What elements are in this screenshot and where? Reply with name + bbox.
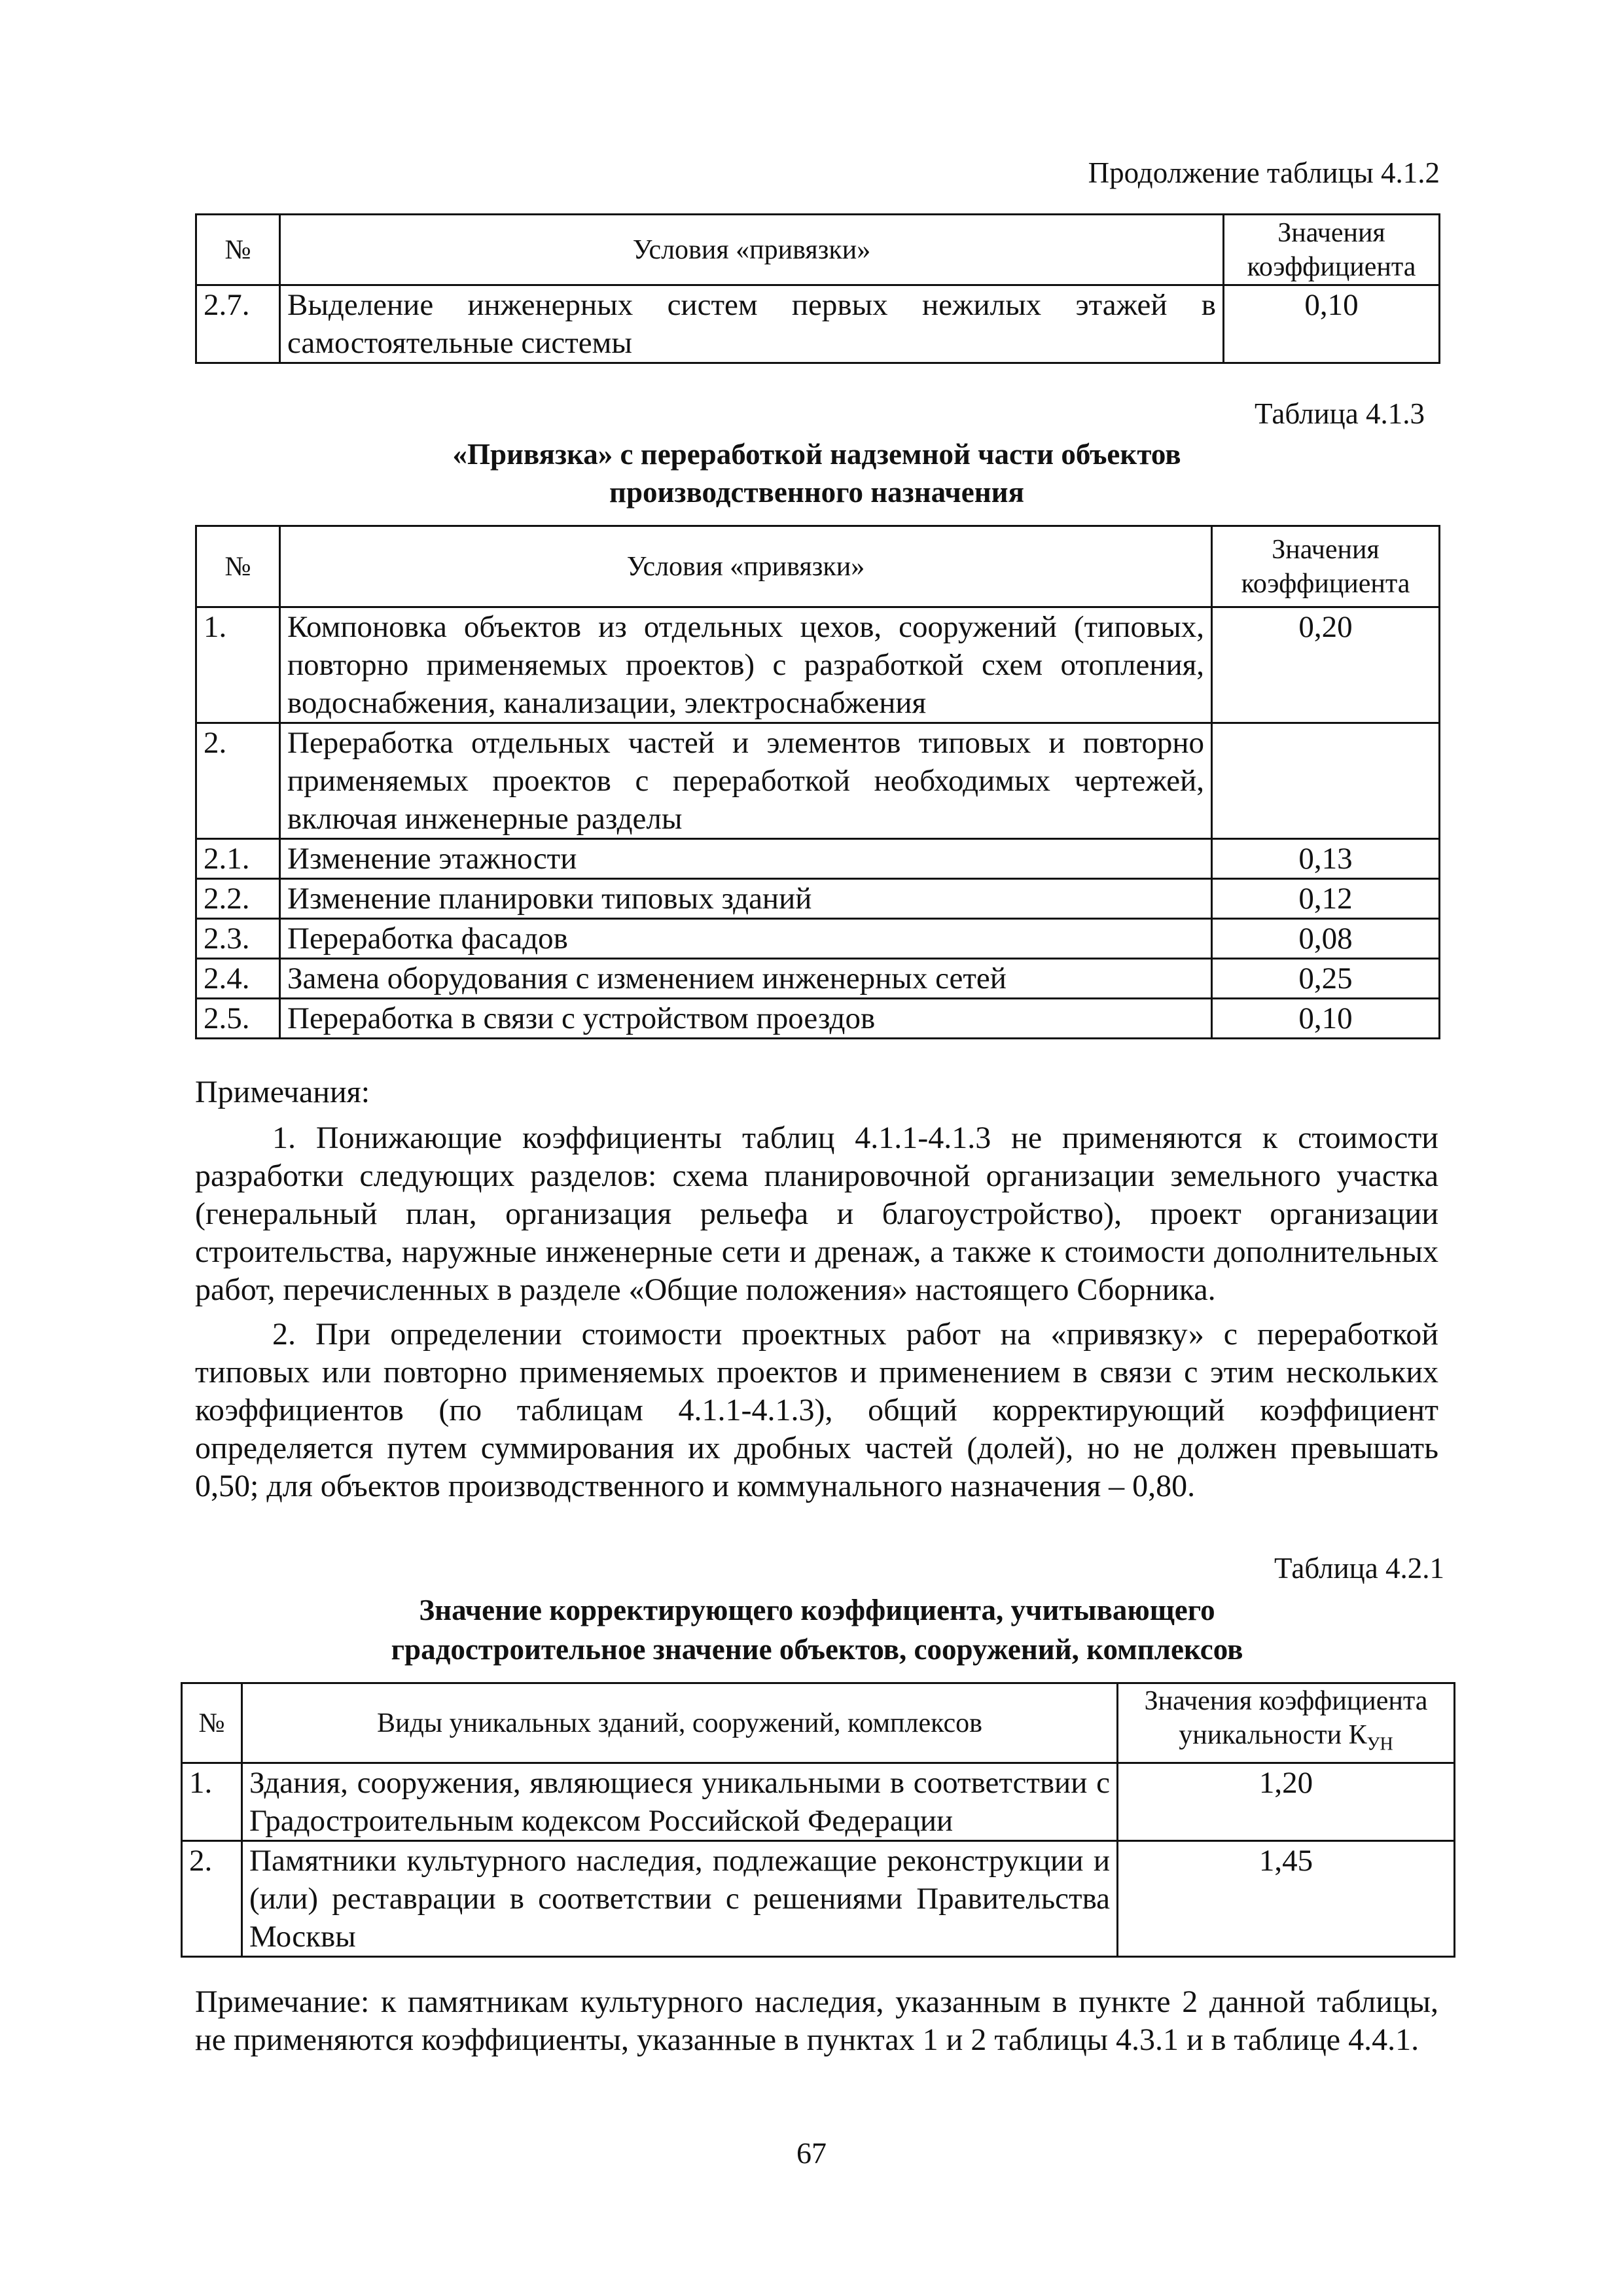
row-text: Здания, сооружения, являющиеся уникальными в соответствии с Градостроительным кодексом Российской Федерации bbox=[242, 1763, 1118, 1841]
row-num: 2.4. bbox=[196, 959, 280, 999]
table-header-row bbox=[182, 1683, 1455, 1763]
row-text: Памятники культурного наследия, подлежащие реконструкции и (или) реставрации в соответствии с решениями Правительства Москвы bbox=[242, 1841, 1118, 1957]
table-row bbox=[196, 879, 1440, 919]
row-value bbox=[1212, 723, 1440, 839]
table-421-label: Таблица 4.2.1 bbox=[1274, 1552, 1444, 1585]
table-413-label: Таблица 4.1.3 bbox=[1255, 397, 1425, 430]
row-num: 2.3. bbox=[196, 919, 280, 959]
row-num: 2.2. bbox=[196, 879, 280, 919]
row-num: 2. bbox=[196, 723, 280, 839]
table-413-title-line1: «Привязка» с переработкой надземной части объектов bbox=[452, 438, 1181, 471]
page-number: 67 bbox=[796, 2136, 827, 2170]
table-413-title-line2: производственного назначения bbox=[609, 476, 1024, 509]
header-values-line2 bbox=[1125, 1718, 1447, 1761]
table-row bbox=[182, 1763, 1455, 1841]
row-value: 0,25 bbox=[1212, 959, 1440, 999]
table-row bbox=[196, 607, 1440, 723]
continuation-label: Продолжение таблицы 4.1.2 bbox=[1088, 156, 1440, 189]
row-value: 0,10 bbox=[1224, 285, 1440, 363]
header-kinds: Виды уникальных зданий, сооружений, комплексов bbox=[242, 1683, 1118, 1763]
row-num: 2.7. bbox=[196, 285, 280, 363]
row-value: 1,20 bbox=[1118, 1763, 1455, 1841]
row-text: Переработка фасадов bbox=[280, 919, 1212, 959]
row-text: Компоновка объектов из отдельных цехов, сооружений (типовых, повторно применяемых проектов) с разработкой схем отопления, водоснабжения, канализации, электроснабжения bbox=[280, 607, 1212, 723]
row-value: 1,45 bbox=[1118, 1841, 1455, 1957]
final-note: Примечание: к памятникам культурного наследия, указанным в пункте 2 данной таблицы, не применяются коэффициенты, указанные в пунктах 1 и 2 таблицы 4.3.1 и в таблице 4.4.1. bbox=[195, 1984, 1438, 2057]
table-4-2-1 bbox=[181, 1682, 1455, 1958]
row-text: Переработка в связи с устройством проездов bbox=[280, 999, 1212, 1039]
header-values: Значения коэффициента bbox=[1224, 215, 1440, 285]
table-row bbox=[196, 919, 1440, 959]
table-row bbox=[196, 999, 1440, 1039]
table-row bbox=[196, 285, 1440, 363]
row-value: 0,08 bbox=[1212, 919, 1440, 959]
row-num: 1. bbox=[196, 607, 280, 723]
row-value: 0,20 bbox=[1212, 607, 1440, 723]
header-num: № bbox=[182, 1683, 242, 1763]
row-text: Изменение этажности bbox=[280, 839, 1212, 879]
row-num: 2.1. bbox=[196, 839, 280, 879]
header-values-line1: Значения коэффициента bbox=[1144, 1686, 1428, 1717]
table-4-1-2 bbox=[195, 213, 1440, 364]
table-421-title-line2: градостроительное значение объектов, сооружений, комплексов bbox=[391, 1633, 1243, 1666]
header-conditions: Условия «привязки» bbox=[280, 215, 1224, 285]
row-value: 0,13 bbox=[1212, 839, 1440, 879]
header-values: Значения коэффициента bbox=[1212, 526, 1440, 607]
header-num: № bbox=[196, 526, 280, 607]
row-text: Выделение инженерных систем первых нежилых этажей в самостоятельные системы bbox=[280, 285, 1224, 363]
table-row bbox=[196, 959, 1440, 999]
table-row bbox=[182, 1841, 1455, 1957]
row-text: Переработка отдельных частей и элементов типовых и повторно применяемых проектов с переработкой необходимых чертежей, включая инженерные разделы bbox=[280, 723, 1212, 839]
note-2: 2. При определении стоимости проектных работ на «привязку» с переработкой типовых или повторно применяемых проектов и применением в связи с этим нескольких коэффициентов (по таблицам 4.1.1-4.1.3), общий корректирующий коэффициент определяется путем суммирования их дробных частей (долей), но не должен превышать 0,50; для объектов производственного и коммунального назначения – 0,80. bbox=[195, 1317, 1438, 1503]
row-text: Изменение планировки типовых зданий bbox=[280, 879, 1212, 919]
table-header-row bbox=[196, 526, 1440, 607]
table-row bbox=[196, 839, 1440, 879]
row-num: 1. bbox=[182, 1763, 242, 1841]
header-values bbox=[1118, 1683, 1455, 1763]
row-text: Замена оборудования с изменением инженерных сетей bbox=[280, 959, 1212, 999]
note-1: 1. Понижающие коэффициенты таблиц 4.1.1-4.1.3 не применяются к стоимости разработки следующих разделов: схема планировочной организации земельного участка (генеральный план, организация рельефа и благоустройство), проект организации строительства, наружные инженерные сети и дренаж, а также к стоимости дополнительных работ, перечисленных в разделе «Общие положения» настоящего Сборника. bbox=[195, 1121, 1438, 1307]
row-num: 2. bbox=[182, 1841, 242, 1957]
header-values-line2-text: уникальности К bbox=[1179, 1720, 1367, 1751]
row-value: 0,12 bbox=[1212, 879, 1440, 919]
header-num: № bbox=[196, 215, 280, 285]
row-value: 0,10 bbox=[1212, 999, 1440, 1039]
table-421-title-line1: Значение корректирующего коэффициента, учитывающего bbox=[419, 1594, 1215, 1626]
notes-heading: Примечания: bbox=[195, 1075, 370, 1109]
row-num: 2.5. bbox=[196, 999, 280, 1039]
header-values-subscript: УН bbox=[1366, 1734, 1393, 1755]
table-header-row bbox=[196, 215, 1440, 285]
table-row bbox=[196, 723, 1440, 839]
header-conditions: Условия «привязки» bbox=[280, 526, 1212, 607]
table-4-1-3 bbox=[195, 525, 1440, 1039]
